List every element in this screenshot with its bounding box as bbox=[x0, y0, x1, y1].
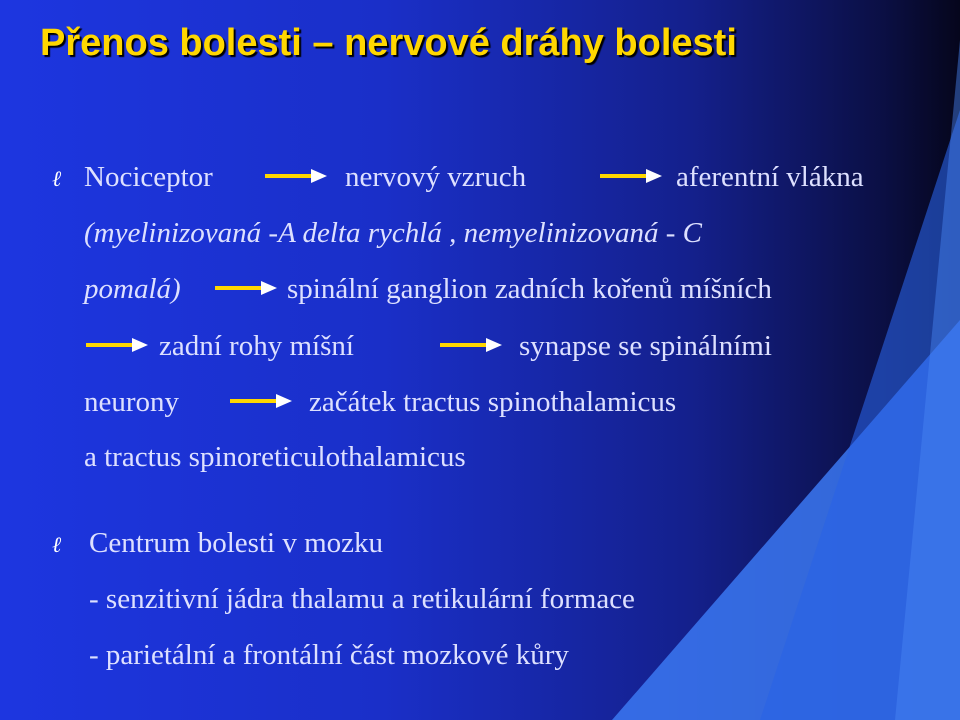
slide-title: Přenos bolesti – nervové dráhy bolesti bbox=[40, 22, 737, 64]
arrow-icon bbox=[265, 168, 327, 184]
text-centrum-bolesti: Centrum bolesti v mozku bbox=[89, 527, 383, 559]
text-pomala: pomalá) bbox=[84, 273, 181, 305]
text-neurony: neurony bbox=[84, 386, 180, 418]
text-nervovy-vzruch: nervový vzruch bbox=[345, 161, 527, 193]
text-senzitivni-jadra: - senzitivní jádra thalamu a retikulární formace bbox=[89, 583, 635, 615]
arrow-icon bbox=[215, 280, 277, 296]
text-zacatek-tractus: začátek tractus spinothalamicus bbox=[309, 386, 677, 418]
text-parietalni-frontalni: - parietální a frontální část mozkové kůry bbox=[89, 639, 569, 671]
text-myelinizovana: (myelinizovaná -A delta rychlá , nemyelinizovaná - C bbox=[84, 217, 702, 249]
bullet-marker-1: ℓ bbox=[52, 167, 62, 192]
text-spinalni-ganglion: spinální ganglion zadních kořenů míšních bbox=[287, 273, 772, 305]
arrow-icon bbox=[230, 393, 292, 409]
text-zadni-rohy: zadní rohy míšní bbox=[159, 330, 354, 362]
text-nociceptor: Nociceptor bbox=[84, 161, 213, 193]
bullet-marker-2: ℓ bbox=[52, 533, 62, 558]
arrow-icon bbox=[86, 337, 148, 353]
arrow-icon bbox=[600, 168, 662, 184]
text-aferentni-vlakna: aferentní vlákna bbox=[676, 161, 864, 193]
text-synapse: synapse se spinálními bbox=[519, 330, 772, 362]
arrow-icon bbox=[440, 337, 502, 353]
text-tractus-spinoreticulo: a tractus spinoreticulothalamicus bbox=[84, 441, 466, 473]
